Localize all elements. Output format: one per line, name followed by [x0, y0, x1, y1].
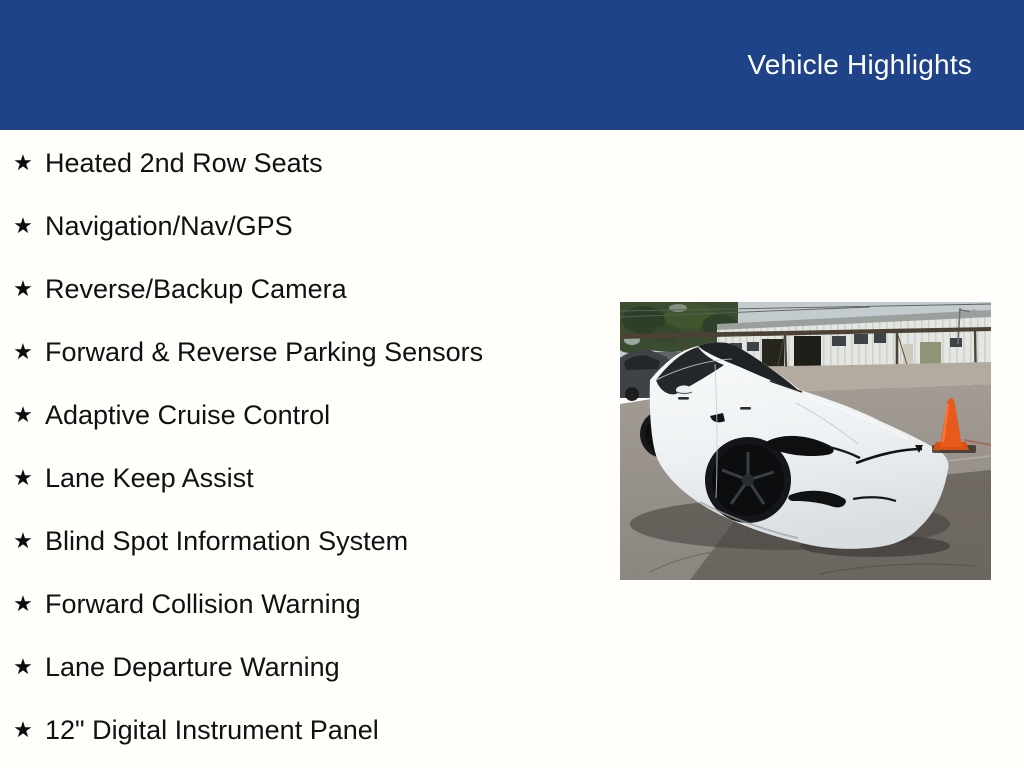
star-icon: ★: [13, 653, 33, 679]
feature-label: Lane Keep Assist: [45, 463, 254, 493]
list-item: [0, 384, 600, 447]
star-icon: ★: [13, 212, 33, 238]
door-handle: [678, 397, 689, 400]
star-icon: ★: [13, 338, 33, 364]
feature-label: Forward Collision Warning: [45, 589, 361, 619]
star-icon: ★: [13, 527, 33, 553]
star-icon: ★: [13, 590, 33, 616]
list-item: [0, 132, 600, 195]
list-item: [0, 258, 600, 321]
star-icon: ★: [13, 149, 33, 175]
star-icon: ★: [13, 401, 33, 427]
list-item: [0, 447, 600, 510]
feature-label: Blind Spot Information System: [45, 526, 409, 556]
star-icon: ★: [13, 716, 33, 742]
vehicle-photo: [620, 302, 991, 580]
list-item: [0, 636, 600, 699]
feature-label: Navigation/Nav/GPS: [45, 211, 293, 241]
list-item: [0, 699, 600, 762]
list-item: [0, 195, 600, 258]
feature-label: Reverse/Backup Camera: [45, 274, 347, 304]
star-icon: ★: [13, 275, 33, 301]
page-title: Vehicle Highlights: [747, 49, 972, 80]
feature-label: Lane Departure Warning: [45, 652, 340, 682]
feature-label: 12" Digital Instrument Panel: [45, 715, 379, 745]
feature-label: Forward & Reverse Parking Sensors: [45, 337, 484, 367]
list-item: [0, 510, 600, 573]
door-handle: [740, 407, 751, 410]
star-icon: ★: [13, 464, 33, 490]
header-band: [0, 0, 1024, 130]
list-item: [0, 321, 600, 384]
highlights-list: [0, 132, 600, 762]
feature-label: Heated 2nd Row Seats: [45, 148, 323, 178]
feature-label: Adaptive Cruise Control: [45, 400, 331, 430]
list-item: [0, 573, 600, 636]
